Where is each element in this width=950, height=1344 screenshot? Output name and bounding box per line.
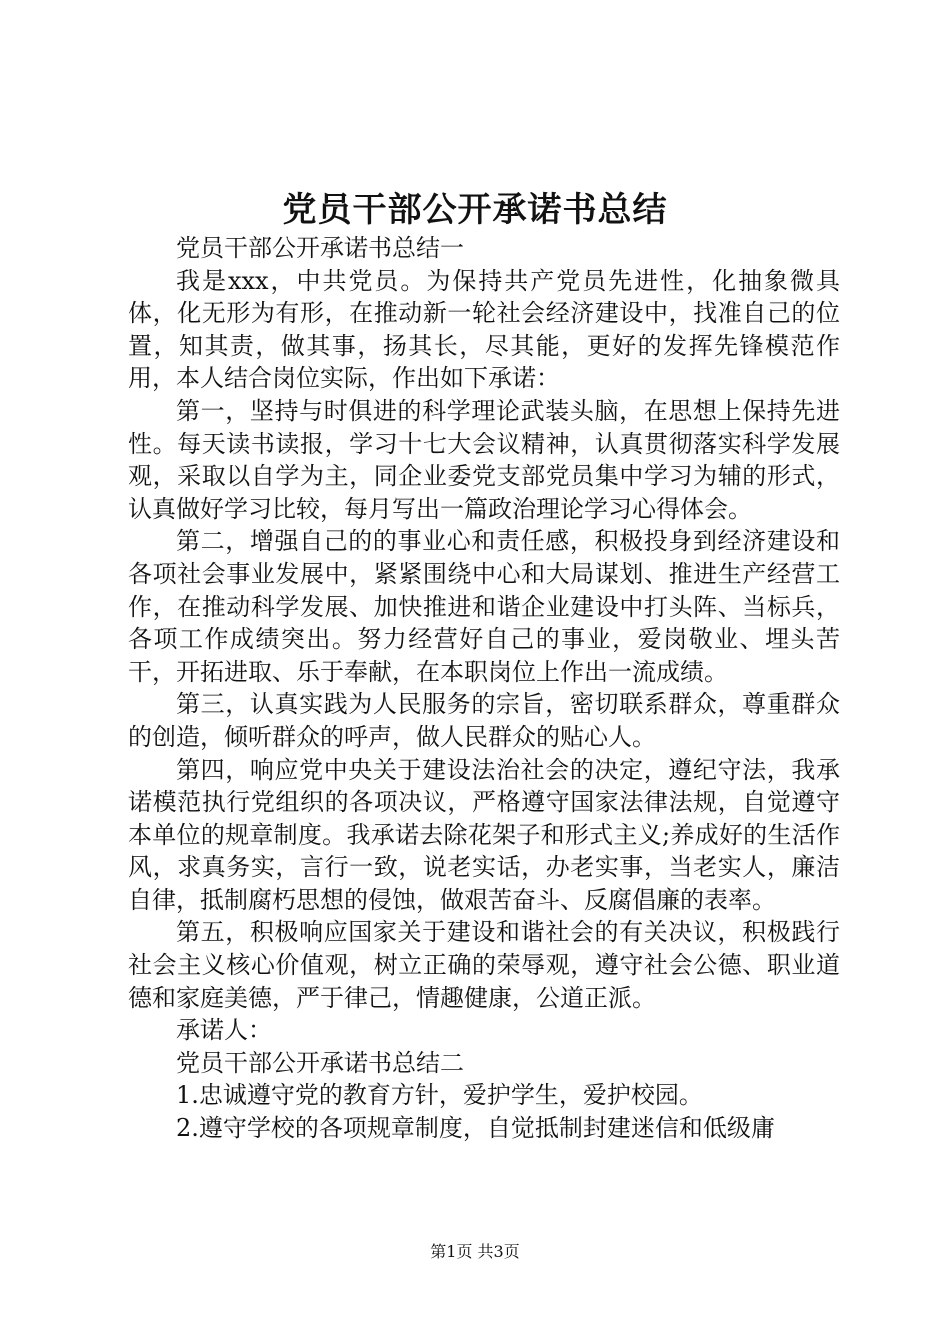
page-footer: 第1页 共3页 xyxy=(430,1242,520,1261)
paragraph-fifth: 第五，积极响应国家关于建设和谐社会的有关决议，积极践行社会主义核心价值观，树立正确的荣辱观，遵守社会公德、职业道德和家庭美德，严于律己，情趣健康，公道正派。 xyxy=(128,918,840,1012)
document-title: 党员干部公开承诺书总结 xyxy=(282,190,668,230)
paragraph-second: 第二，增强自己的的事业心和责任感，积极投身到经济建设和各项社会事业发展中，紧紧围绕中心和大局谋划、推进生产经营工作，在推动科学发展、加快推进和谐企业建设中打头阵、当标兵，各项工作成绩突出。努力经营好自己的事业，爱岗敬业、埋头苦干，开拓进取、乐于奉献，在本职岗位上作出一流成绩。 xyxy=(128,527,840,686)
signature-line: 承诺人： xyxy=(176,1016,272,1045)
paragraph-third: 第三，认真实践为人民服务的宗旨，密切联系群众，尊重群众的创造，倾听群众的呼声，做人民群众的贴心人。 xyxy=(128,690,840,751)
list-item-1: 1.忠诚遵守党的教育方针，爱护学生，爱护校园。 xyxy=(176,1081,703,1110)
paragraph-first: 第一，坚持与时俱进的科学理论武装头脑，在思想上保持先进性。每天读书读报，学习十七大会议精神，认真贯彻落实科学发展观，采取以自学为主，同企业委党支部党员集中学习为辅的形式，认真做好学习比较，每月写出一篇政治理论学习心得体会。 xyxy=(128,396,840,523)
paragraph-fourth: 第四，响应党中央关于建设法治社会的决定，遵纪守法，我承诺模范执行党组织的各项决议，严格遵守国家法律法规，自觉遵守本单位的规章制度。我承诺去除花架子和形式主义;养成好的生活作风，求真务实，言行一致，说老实话，办老实事，当老实人，廉洁自律，抵制腐朽思想的侵蚀，做艰苦奋斗、反腐倡廉的表率。 xyxy=(128,755,840,914)
document-body xyxy=(128,232,840,1145)
paragraph-section-heading-1: 党员干部公开承诺书总结一 xyxy=(176,234,464,262)
list-item-2: 2.遵守学校的各项规章制度，自觉抵制封建迷信和低级庸 xyxy=(176,1114,775,1143)
paragraph-section-heading-2: 党员干部公开承诺书总结二 xyxy=(176,1048,464,1077)
paragraph-intro: 我是xxx，中共党员。为保持共产党员先进性，化抽象微具体，化无形为有形，在推动新一轮社会经济建设中，找准自己的位置，知其责，做其事，扬其长，尽其能，更好的发挥先锋模范作用，本人结合岗位实际，作出如下承诺： xyxy=(128,266,840,393)
